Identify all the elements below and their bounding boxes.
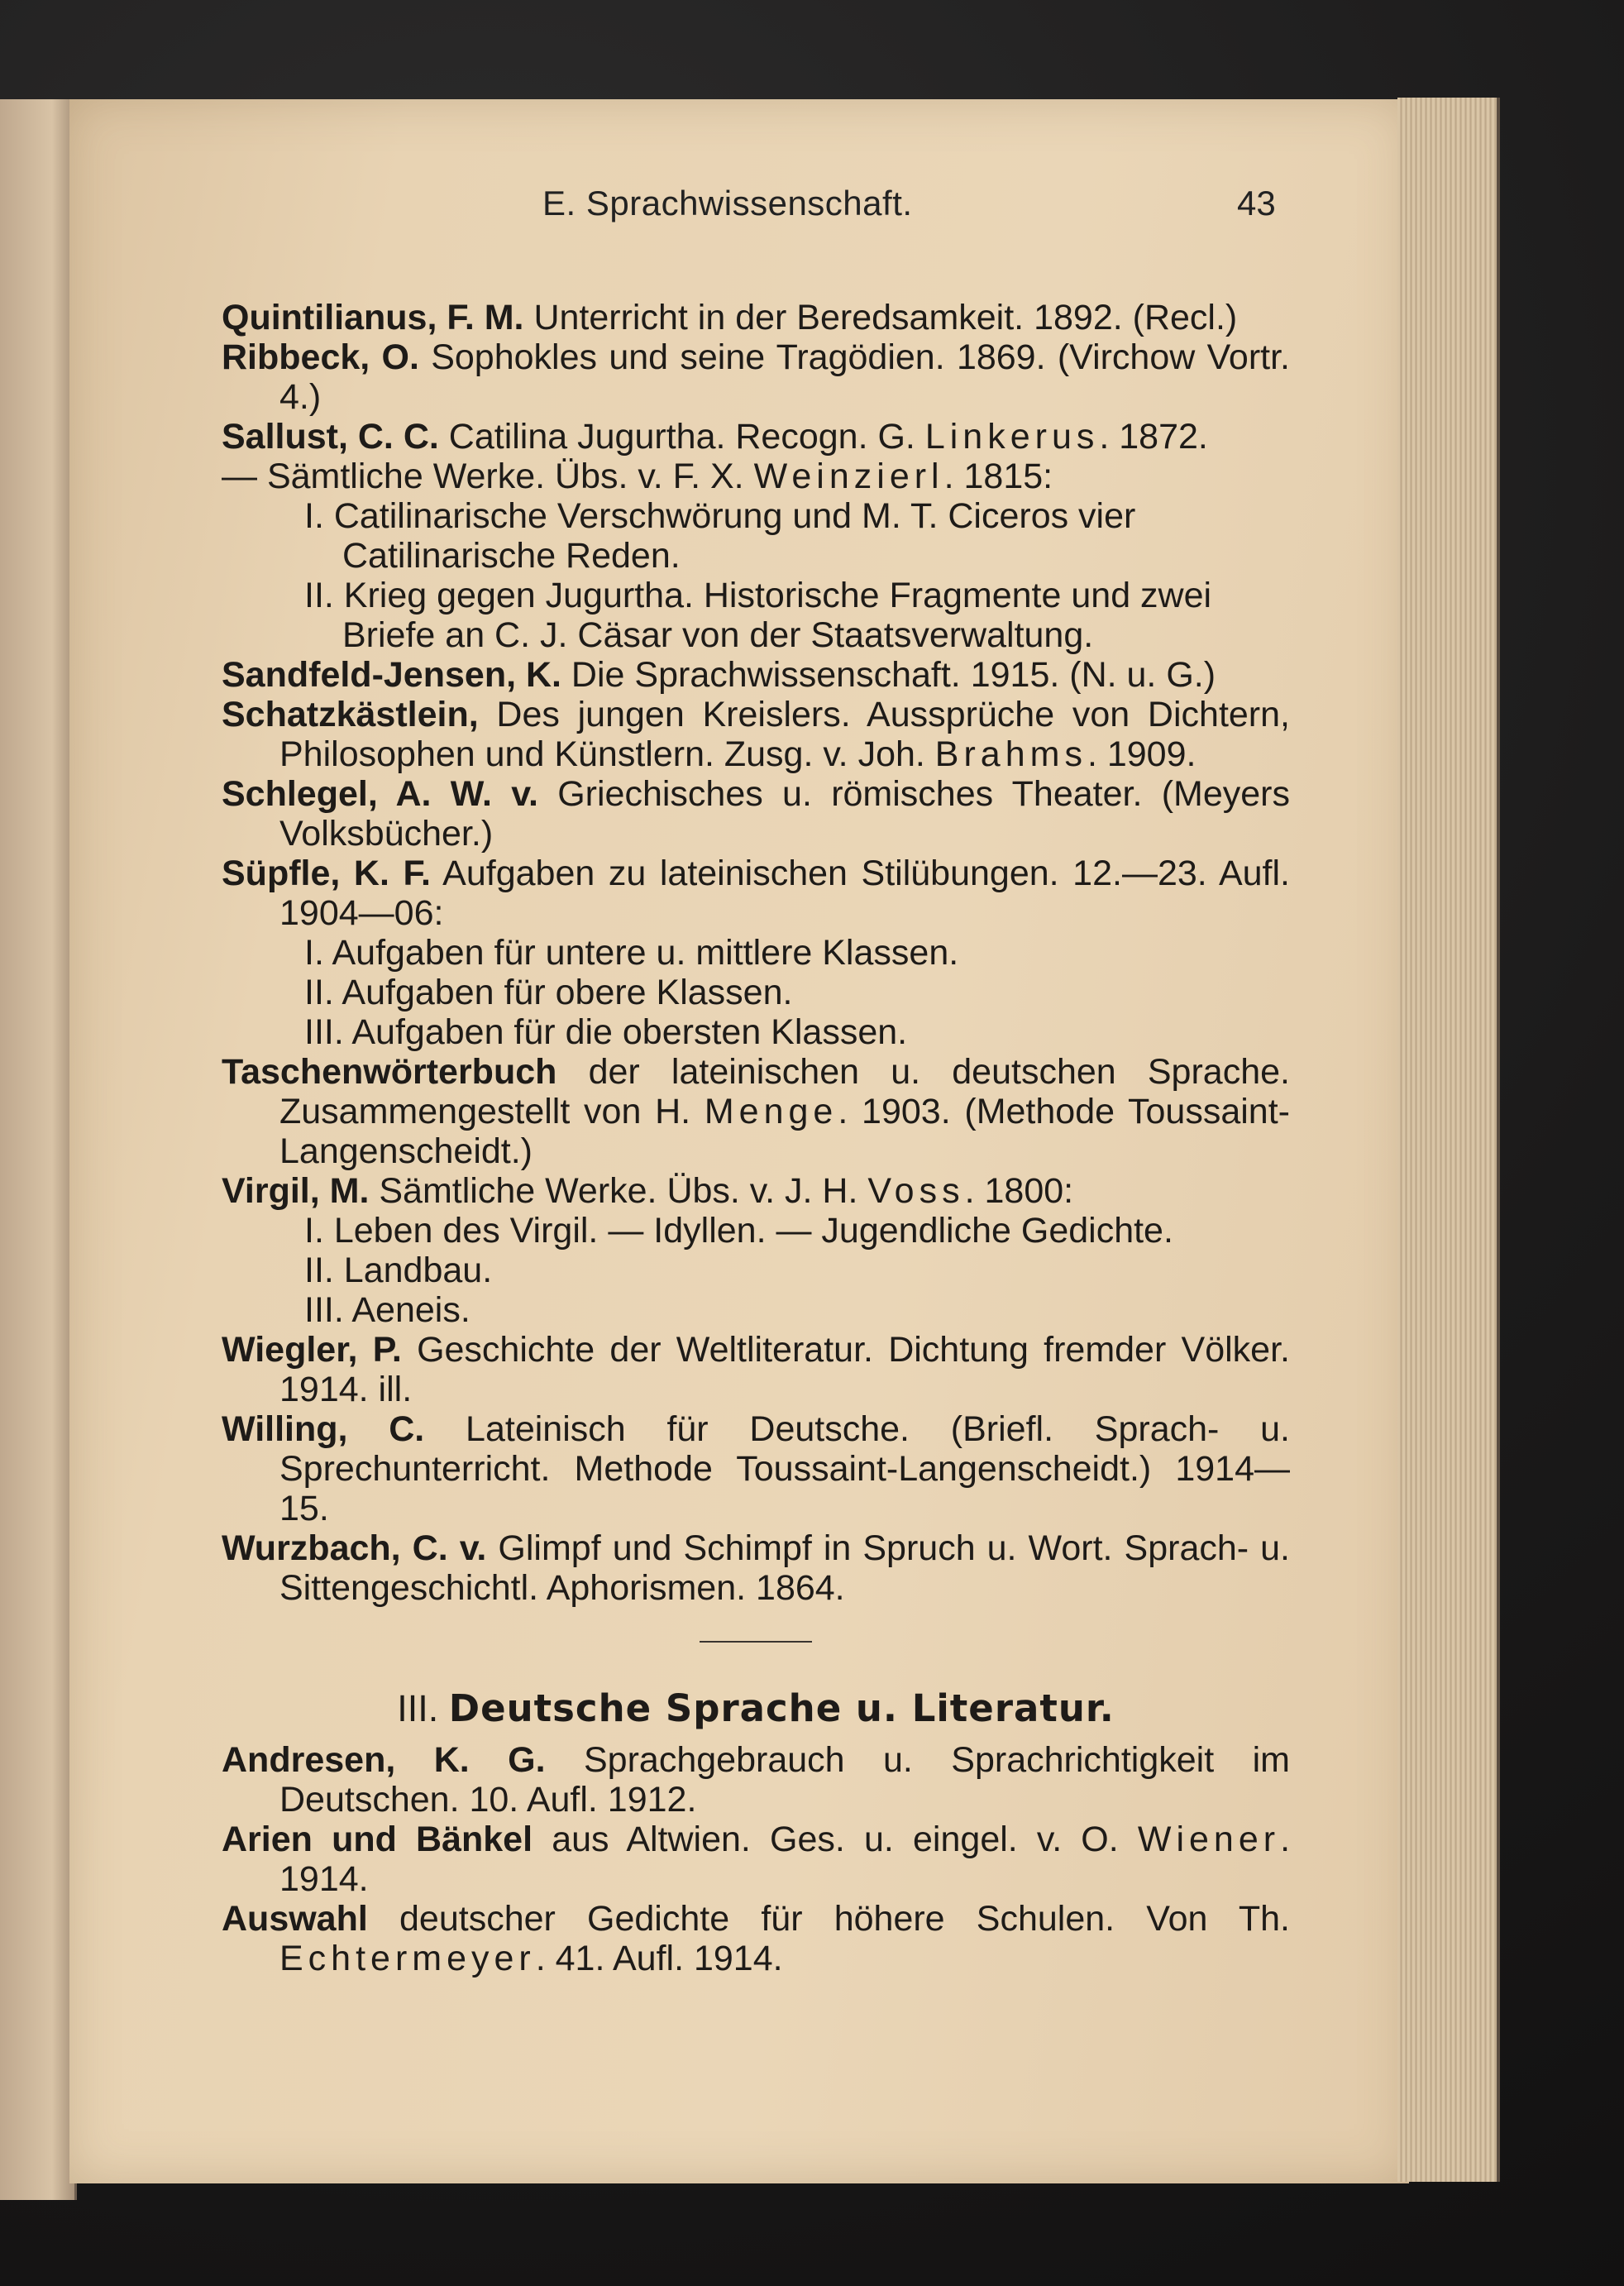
bibliography-text xyxy=(222,298,1290,1978)
entry-text: Catilina Jugurtha. Recogn. G. xyxy=(438,417,925,457)
entry-spaced-name: Voss xyxy=(867,1171,965,1211)
entry-author: Taschenwörterbuch xyxy=(222,1052,557,1092)
left-page-edge xyxy=(0,99,77,2200)
section-number: III. xyxy=(397,1687,439,1729)
entry-author: Willing, C. xyxy=(222,1409,425,1449)
entry-author: Wiegler, P. xyxy=(222,1330,402,1370)
section-title: Deutsche Sprache u. Literatur. xyxy=(448,1686,1115,1730)
sub-entry-number: III. xyxy=(304,1290,352,1330)
sub-entry xyxy=(222,973,1290,1012)
sub-entry xyxy=(222,576,1290,655)
entry-spaced-name: Menge xyxy=(704,1092,838,1131)
running-title: E. Sprachwissenschaft. xyxy=(542,184,913,222)
entry-author: Sallust, C. C. xyxy=(222,417,439,457)
bibliography-entry xyxy=(222,1820,1290,1899)
bibliography-entry xyxy=(222,854,1290,933)
sub-entry xyxy=(222,933,1290,973)
bibliography-entry xyxy=(222,1052,1290,1171)
sub-entry-text: Aeneis. xyxy=(351,1290,470,1330)
entry-author: Quintilianus, F. M. xyxy=(222,298,524,337)
sub-entry-text: Leben des Virgil. — Idyllen. — Jugendliche Gedichte. xyxy=(333,1211,1173,1251)
entry-text: Geschichte der Weltliteratur. Dichtung fremder Völker. 1914. ill. xyxy=(279,1330,1290,1409)
bibliography-entry xyxy=(222,774,1290,854)
entry-text-tail: . 1914. xyxy=(279,1820,1291,1899)
entry-text: Des jungen Kreislers. Aussprüche von Dichtern, Philosophen und Künstlern. Zusg. v. Joh. xyxy=(279,695,1290,774)
entry-text-tail: . 1903. (Methode Toussaint-Langenscheidt.) xyxy=(279,1092,1290,1171)
bibliography-entry xyxy=(222,298,1290,337)
bibliography-entry xyxy=(222,1171,1290,1211)
sub-entry-number: I. xyxy=(304,1211,334,1251)
sub-entry-text: Catilinarische Verschwörung und M. T. Ciceros vier Catilinarische Reden. xyxy=(333,496,1136,576)
bibliography-entry xyxy=(222,1330,1290,1409)
sub-entry-number: II. xyxy=(304,973,342,1012)
entry-text: deutscher Gedichte für höhere Schulen. Von Th. xyxy=(367,1899,1290,1939)
entry-author: Schatzkästlein, xyxy=(222,695,479,734)
entry-text: Lateinisch für Deutsche. (Briefl. Sprach- u. Sprechunterricht. Methode Toussaint-Langenscheidt.) 1914—15. xyxy=(279,1409,1290,1528)
bibliography-entry xyxy=(222,417,1290,457)
entry-text-tail: . 1872. xyxy=(1099,417,1208,457)
sub-entry xyxy=(222,496,1290,576)
entry-text-tail: . 1800: xyxy=(964,1171,1074,1211)
sub-entry xyxy=(222,1251,1290,1290)
entry-spaced-name: Linkerus xyxy=(924,417,1100,457)
sub-entry-text: Aufgaben für untere u. mittlere Klassen. xyxy=(332,933,959,973)
entry-text: — Sämtliche Werke. Übs. v. F. X. xyxy=(222,457,754,496)
entry-text: Sprachgebrauch u. Sprachrichtigkeit im Deutschen. 10. Aufl. 1912. xyxy=(279,1740,1290,1820)
section-divider xyxy=(700,1641,812,1643)
entry-text: Sämtliche Werke. Übs. v. J. H. xyxy=(369,1171,868,1211)
entry-author: Wurzbach, C. v. xyxy=(222,1528,487,1568)
entry-spaced-name: Brahms xyxy=(934,734,1087,774)
bibliography-entry xyxy=(222,337,1290,417)
entry-text-tail: . 1909. xyxy=(1087,734,1197,774)
entry-text: Glimpf und Schimpf in Spruch u. Wort. Sprach- u. Sittengeschichtl. Aphorismen. 1864. xyxy=(279,1528,1290,1608)
sub-entry-text: Aufgaben für obere Klassen. xyxy=(342,973,793,1012)
sub-entry-number: I. xyxy=(304,496,334,536)
sub-entry-number: I. xyxy=(304,933,332,973)
entry-text: der lateinischen u. deutschen Sprache. Zusammengestellt von H. xyxy=(279,1052,1290,1131)
entry-author: Süpfle, K. F. xyxy=(222,854,431,893)
bibliography-entry xyxy=(222,1899,1290,1978)
entry-text: Unterricht in der Beredsamkeit. 1892. (Recl.) xyxy=(523,298,1238,337)
entry-spaced-name: Wiener xyxy=(1137,1820,1281,1859)
bibliography-entry xyxy=(222,1409,1290,1528)
sub-entry-text: Landbau. xyxy=(343,1251,493,1290)
sub-entry xyxy=(222,1012,1290,1052)
sub-entry-number: II. xyxy=(304,1251,344,1290)
sub-entry xyxy=(222,1290,1290,1330)
entry-text: Griechisches u. römisches Theater. (Meyers Volksbücher.) xyxy=(279,774,1290,854)
entry-text-tail: . 1815: xyxy=(943,457,1053,496)
entry-author: Sandfeld-Jensen, K. xyxy=(222,655,561,695)
entry-spaced-name: Weinzierl xyxy=(753,457,944,496)
entry-text: Sophokles und seine Tragödien. 1869. (Virchow Vortr. 4.) xyxy=(279,337,1290,417)
sub-entry-number: III. xyxy=(304,1012,352,1052)
entry-author: Andresen, K. G. xyxy=(222,1740,546,1780)
entry-spaced-name: Echtermeyer xyxy=(279,1939,536,1978)
entry-author: Auswahl xyxy=(222,1899,368,1939)
entry-author: Ribbeck, O. xyxy=(222,337,419,377)
entry-author: Arien und Bänkel xyxy=(222,1820,533,1859)
sub-entry-text: Aufgaben für die obersten Klassen. xyxy=(351,1012,908,1052)
sub-entry-number: II. xyxy=(304,576,344,615)
entry-text: Die Sprachwissenschaft. 1915. (N. u. G.) xyxy=(561,655,1216,695)
entry-author: Schlegel, A. W. v. xyxy=(222,774,538,814)
entry-author: Virgil, M. xyxy=(222,1171,370,1211)
sub-entry xyxy=(222,1211,1290,1251)
section-heading xyxy=(222,1686,1290,1730)
bibliography-entry xyxy=(222,655,1290,695)
page-number: 43 xyxy=(1237,184,1276,222)
bibliography-entry xyxy=(222,457,1290,496)
page-header xyxy=(0,184,1624,233)
bibliography-entry xyxy=(222,695,1290,774)
bibliography-entry xyxy=(222,1528,1290,1608)
sub-entry-text: Krieg gegen Jugurtha. Historische Fragmente und zwei Briefe an C. J. Cäsar von der Staatsverwaltung. xyxy=(342,576,1212,655)
entry-text-tail: . 41. Aufl. 1914. xyxy=(535,1939,783,1978)
entry-text: aus Altwien. Ges. u. eingel. v. O. xyxy=(533,1820,1138,1859)
page-stack-edges xyxy=(1397,98,1500,2182)
bibliography-entry xyxy=(222,1740,1290,1820)
entry-text: Aufgaben zu lateinischen Stilübungen. 12.—23. Aufl. 1904—06: xyxy=(279,854,1290,933)
